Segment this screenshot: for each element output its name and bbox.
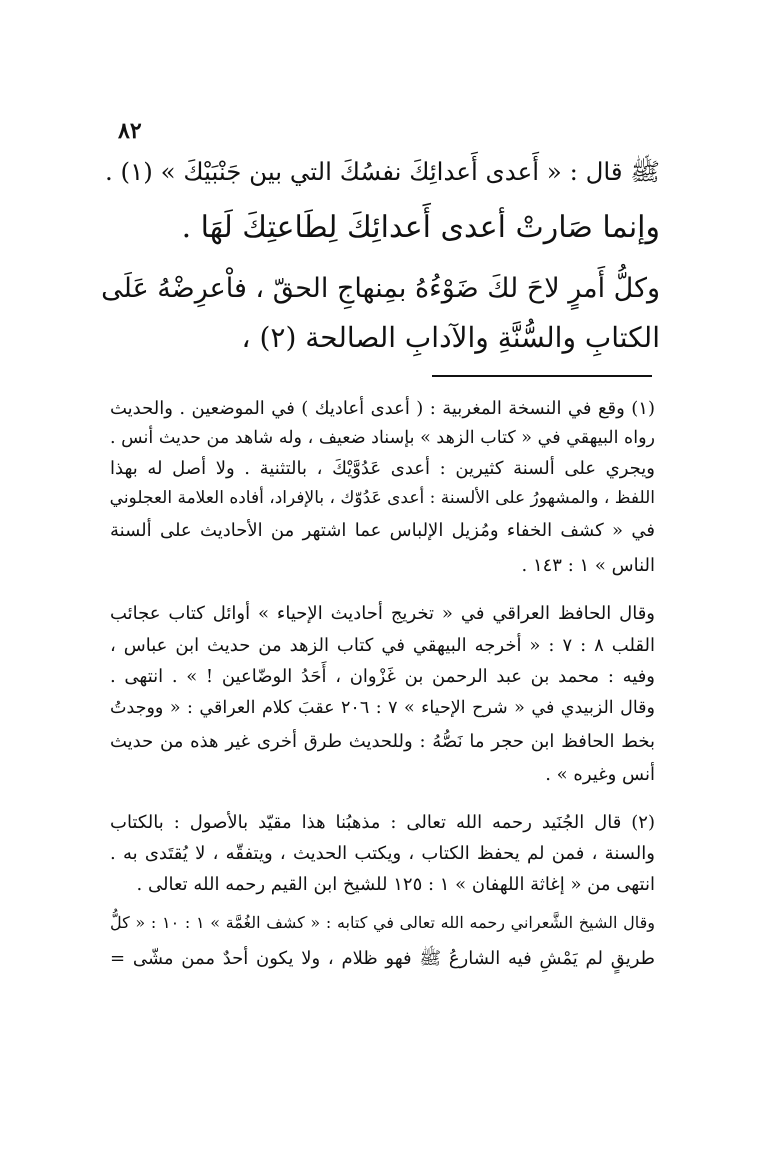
footnote-line: وقال الزبيدي في « شرح الإحياء » ٧ : ٢٠٦ عقبَ كلام العراقي : « ووجدتُ [110, 698, 655, 718]
footnote-line: وقال الشيخ الشَّعراني رحمه الله تعالى في كتابه : « كشف الغُمَّة » ١ : ١٠ : « كلُّ [110, 913, 656, 932]
main-text-line: الكتابِ والسُّنَّةِ والآدابِ الصالحة (٢) ، [241, 321, 660, 354]
footnote-line: طريقٍ لم يَمْشِ فيه الشارعُ ﷺ فهو ظلام ، ولا يكون أحدٌ ممن مشّى = [110, 948, 655, 969]
footnote-separator [432, 375, 652, 377]
footnote-line: والسنة ، فمن لم يحفظ الكتاب ، ويكتب الحديث ، ويتفقّه ، لا يُقتَدى به . [110, 843, 655, 864]
footnote-line: بخط الحافظ ابن حجر ما نَصُّهُ : وللحديث طرق أخرى غير هذه من حديث [110, 731, 655, 752]
footnote-line: اللفظ ، والمشهورُ على الألسنة : أعدى عَدُوّك ، بالإفراد، أفاده العلامة العجلوني [109, 488, 655, 508]
main-text-line: ﷺ قال : « أَعدى أَعدائِكَ نفسُكَ التي بين جَنْبَيْكَ » (١) . [104, 157, 660, 186]
footnote-line: (١) وقع في النسخة المغربية : ( أعدى أعاديك ) في الموضعين . والحديث [110, 398, 655, 419]
footnote-line: انتهى من « إغاثة اللهفان » ١ : ١٢٥ للشيخ ابن القيم رحمه الله تعالى . [136, 874, 655, 895]
footnote-line: رواه البيهقي في « كتاب الزهد » بإسناد ضعيف ، وله شاهد من حديث أنس . [110, 428, 655, 448]
footnote-line: ويجري على ألسنة كثيرين : أعدى عَدُوَّيْكَ ، بالتثنية . ولا أصل له بهذا [110, 458, 655, 479]
footnote-line: أنس وغيره » . [545, 764, 655, 785]
footnote-line: وقال الحافظ العراقي في « تخريج أحاديث الإحياء » أوائل كتاب عجائب [110, 603, 655, 624]
footnote-line: الناس » ١ : ١٤٣ . [521, 555, 655, 576]
footnote-line: في « كشف الخفاء ومُزيل الإلباس عما اشتهر من الأحاديث على ألسنة [110, 520, 655, 541]
footnote-line: القلب ٨ : ٧ : « أخرجه البيهقي في كتاب الزهد من حديث ابن عباس ، [110, 635, 656, 656]
main-text-line: وإنما صَارتْ أعدى أَعدائِكَ لِطَاعتِكَ لَهَا . [181, 210, 660, 245]
footnote-line: (٢) قال الجُنَيد رحمه الله تعالى : مذهبُنا هذا مقيّد بالأصول : بالكتاب [110, 812, 655, 833]
page-number: ٨٢ [118, 118, 142, 144]
main-text-line: وكلُّ أَمرٍ لاحَ لكَ ضَوْءُهُ بمِنهاجِ الحقّ ، فاْعرِضْهُ عَلَى [101, 273, 660, 304]
footnote-line: وفيه : محمد بن عبد الرحمن بن غَزْوان ، أَحَدُ الوضّاعين ! » . انتهى . [110, 666, 655, 687]
